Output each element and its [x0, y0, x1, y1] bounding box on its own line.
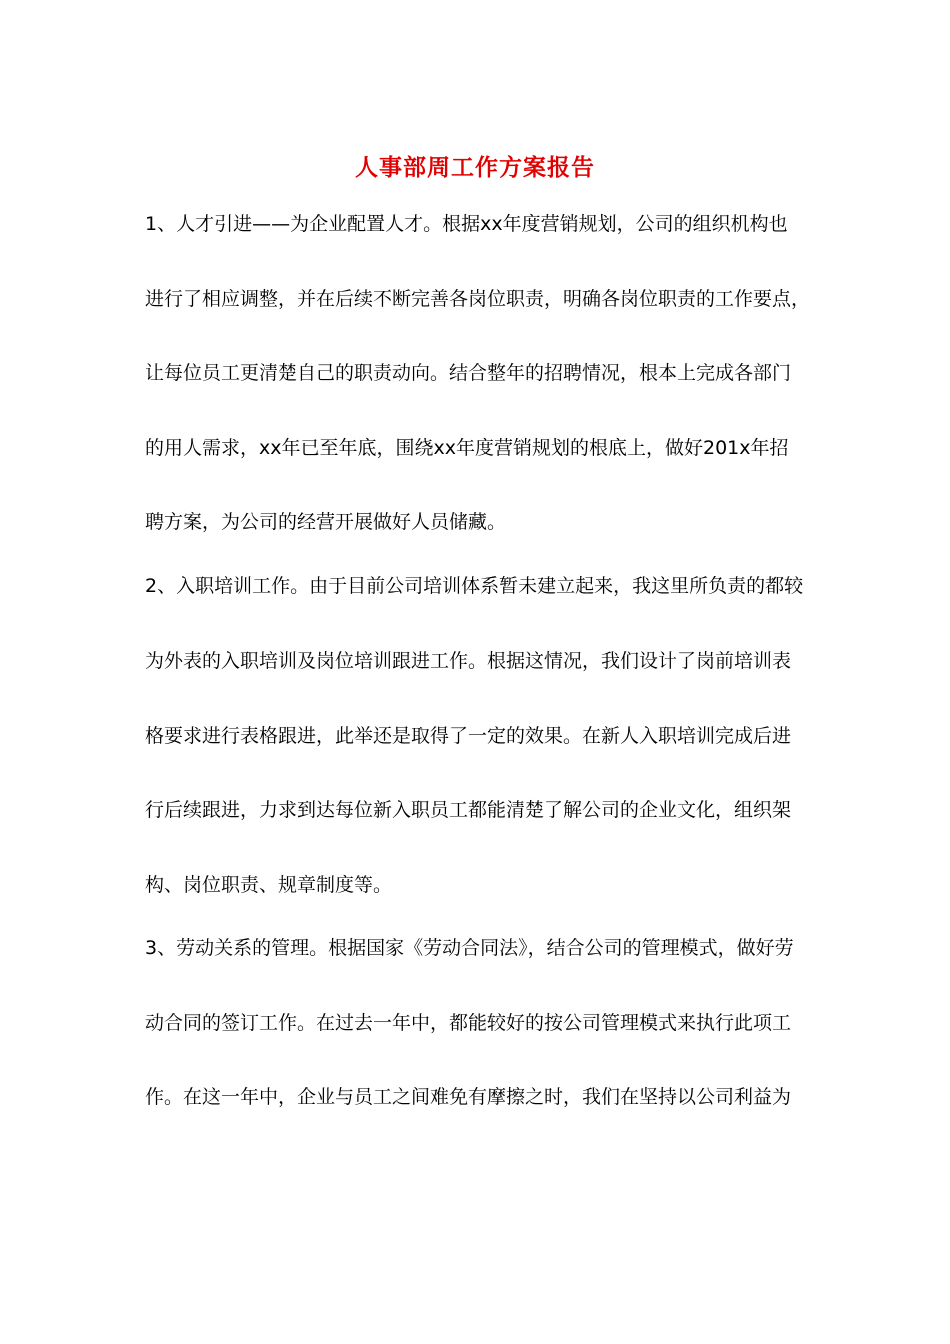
body-line: 的用人需求，xx年已至年底，围绕xx年度营销规划的根底上，做好201x年招 — [145, 437, 789, 459]
body-line: 聘方案，为公司的经营开展做好人员储藏。 — [145, 511, 507, 533]
body-line: 2、入职培训工作。由于目前公司培训体系暂未建立起来，我这里所负责的都较 — [145, 575, 804, 597]
body-line: 格要求进行表格跟进，此举还是取得了一定的效果。在新人入职培训完成后进 — [145, 725, 792, 747]
body-line: 进行了相应调整，并在后续不断完善各岗位职责，明确各岗位职责的工作要点， — [145, 288, 811, 310]
body-line: 动合同的签订工作。在过去一年中，都能较好的按公司管理模式来执行此项工 — [145, 1012, 792, 1034]
body-line: 构、岗位职责、规章制度等。 — [145, 874, 393, 896]
document-title: 人事部周工作方案报告 — [355, 154, 595, 181]
body-line: 作。在这一年中，企业与员工之间难免有摩擦之时，我们在坚持以公司利益为 — [145, 1086, 792, 1108]
body-line: 3、劳动关系的管理。根据国家《劳动合同法》，结合公司的管理模式，做好劳 — [145, 937, 794, 959]
body-line: 1、人才引进——为企业配置人才。根据xx年度营销规划，公司的组织机构也 — [145, 213, 788, 235]
body-line: 行后续跟进，力求到达每位新入职员工都能清楚了解公司的企业文化，组织架 — [145, 799, 792, 821]
body-line: 为外表的入职培训及岗位培训跟进工作。根据这情况，我们设计了岗前培训表 — [145, 650, 792, 672]
body-line: 让每位员工更清楚自己的职责动向。结合整年的招聘情况，根本上完成各部门 — [145, 362, 792, 384]
